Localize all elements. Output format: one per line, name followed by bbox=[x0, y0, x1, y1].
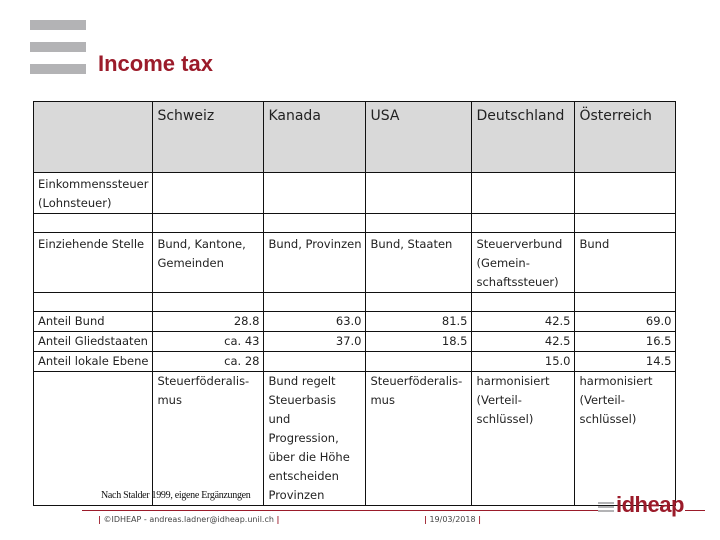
table-cell bbox=[153, 293, 264, 312]
table-cell: 16.5 bbox=[575, 332, 676, 352]
table-cell: Bund, Provinzen bbox=[264, 233, 366, 293]
table-cell: harmonisiert (Verteil-schlüssel) bbox=[575, 372, 676, 506]
table-cell bbox=[472, 293, 575, 312]
header-cell-kanada: Kanada bbox=[264, 102, 366, 173]
table-cell bbox=[153, 173, 264, 214]
source-note: Nach Stalder 1999, eigene Ergänzungen bbox=[101, 490, 251, 501]
table-row bbox=[34, 332, 676, 352]
table-cell: Bund, Staaten bbox=[366, 233, 472, 293]
table-cell bbox=[366, 352, 472, 372]
table-cell bbox=[575, 214, 676, 233]
pipe-separator: | bbox=[424, 515, 427, 524]
table-row bbox=[34, 312, 676, 332]
header-cell-oesterreich: Österreich bbox=[575, 102, 676, 173]
table-cell: 18.5 bbox=[366, 332, 472, 352]
row-label: Anteil Gliedstaaten bbox=[34, 332, 153, 352]
table-header-row bbox=[34, 102, 676, 173]
row-label bbox=[34, 372, 153, 506]
idheap-logo bbox=[598, 494, 684, 516]
table-row bbox=[34, 372, 676, 506]
table-cell bbox=[472, 173, 575, 214]
table-cell bbox=[366, 173, 472, 214]
pipe-separator: | bbox=[478, 515, 482, 524]
table-cell: 28.8 bbox=[153, 312, 264, 332]
header-cell-usa: USA bbox=[366, 102, 472, 173]
table-row bbox=[34, 173, 676, 214]
table-cell: Bund, Kantone, Gemeinden bbox=[153, 233, 264, 293]
table-cell bbox=[366, 293, 472, 312]
table-cell: 37.0 bbox=[264, 332, 366, 352]
table-cell: 69.0 bbox=[575, 312, 676, 332]
date-text: 19/03/2018 bbox=[429, 515, 476, 524]
header-cell-deutschland: Deutschland bbox=[472, 102, 575, 173]
table-cell: 14.5 bbox=[575, 352, 676, 372]
footer-divider-tail bbox=[685, 510, 705, 511]
table-cell: 63.0 bbox=[264, 312, 366, 332]
footer-date bbox=[424, 515, 481, 524]
table-cell bbox=[264, 173, 366, 214]
table-cell: 81.5 bbox=[366, 312, 472, 332]
logo-text: idheap bbox=[616, 492, 684, 517]
row-label: Einziehende Stelle bbox=[34, 233, 153, 293]
pipe-separator: | bbox=[276, 515, 280, 524]
copyright-text: ©IDHEAP - andreas.ladner@idheap.unil.ch bbox=[103, 515, 274, 524]
table-cell bbox=[264, 214, 366, 233]
comparison-table bbox=[33, 101, 676, 506]
table-cell bbox=[264, 293, 366, 312]
table-row bbox=[34, 233, 676, 293]
page-title: Income tax bbox=[98, 51, 213, 76]
table-cell bbox=[472, 214, 575, 233]
row-label: Einkommenssteuer (Lohnsteuer) bbox=[34, 173, 153, 214]
footer-copyright bbox=[98, 515, 279, 524]
header-cell-schweiz: Schweiz bbox=[153, 102, 264, 173]
table-row-spacer bbox=[34, 214, 676, 233]
table-cell: 42.5 bbox=[472, 332, 575, 352]
table-row-spacer bbox=[34, 293, 676, 312]
decor-bar-1 bbox=[30, 20, 86, 30]
table-cell bbox=[575, 293, 676, 312]
table-cell: Bund bbox=[575, 233, 676, 293]
table-cell: 15.0 bbox=[472, 352, 575, 372]
table-cell: Bund regelt Steuerbasis und Progression, über die Höhe entscheiden Provinzen bbox=[264, 372, 366, 506]
row-label: Anteil lokale Ebene bbox=[34, 352, 153, 372]
table-cell: 42.5 bbox=[472, 312, 575, 332]
footer-divider bbox=[82, 510, 602, 511]
table-cell: ca. 28 bbox=[153, 352, 264, 372]
table-row bbox=[34, 352, 676, 372]
row-label: Anteil Bund bbox=[34, 312, 153, 332]
table-cell bbox=[153, 214, 264, 233]
table-cell bbox=[264, 352, 366, 372]
row-label bbox=[34, 293, 153, 312]
table-cell: Steuerföderalis-mus bbox=[153, 372, 264, 506]
table-cell: harmonisiert (Verteil-schlüssel) bbox=[472, 372, 575, 506]
decor-bar-2 bbox=[30, 42, 86, 52]
table-cell bbox=[575, 173, 676, 214]
row-label bbox=[34, 214, 153, 233]
pipe-separator: | bbox=[98, 515, 101, 524]
logo-lines-icon bbox=[598, 502, 614, 512]
table-cell bbox=[366, 214, 472, 233]
header-cell-empty bbox=[34, 102, 153, 173]
table-cell: Steuerföderalis-mus bbox=[366, 372, 472, 506]
table-cell: Steuerverbund (Gemein-schaftssteuer) bbox=[472, 233, 575, 293]
table-cell: ca. 43 bbox=[153, 332, 264, 352]
decor-bar-3 bbox=[30, 64, 86, 74]
